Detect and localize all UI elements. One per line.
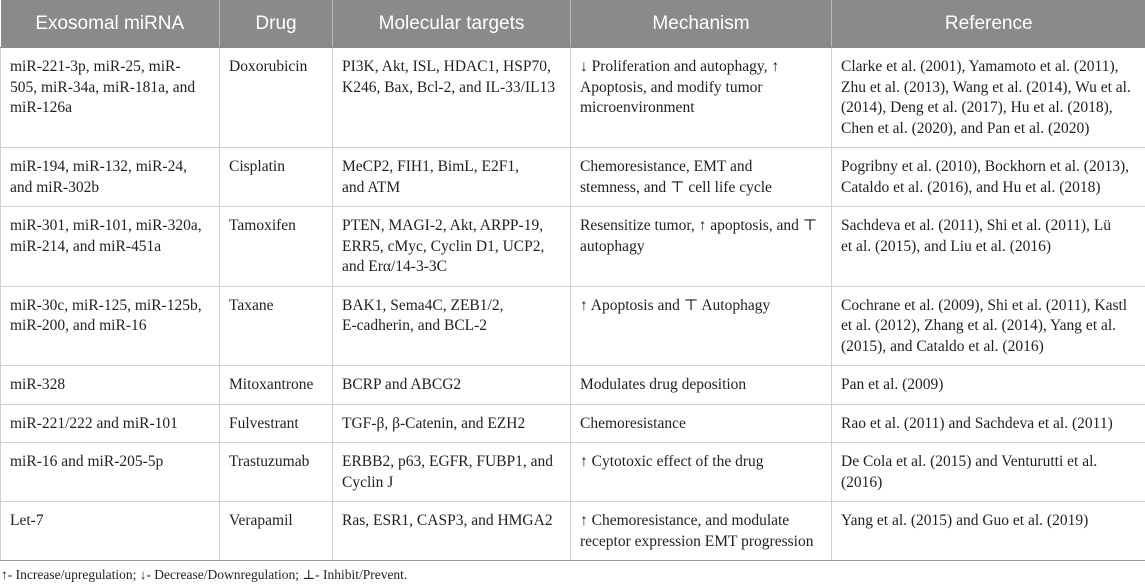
mirna-cell (1, 286, 220, 366)
targets-line: BCRP and ABCG2 (342, 376, 462, 393)
mechanism-cell (571, 443, 832, 502)
header-drug: Drug (220, 0, 333, 48)
targets-line: ERR5, cMyc, Cyclin D1, UCP2, (342, 237, 545, 255)
mechanism-line: Apoptosis, and modify tumor (580, 78, 763, 96)
mechanism-cell (571, 148, 832, 207)
targets-line: ERBB2, p63, EGFR, FUBP1, and (342, 453, 554, 470)
reference-cell (832, 404, 1145, 443)
targets-line: PTEN, MAGI-2, Akt, ARPP-19, (342, 217, 544, 234)
mirna-line: Let-7 (10, 512, 44, 529)
mirna-line: miR-301, miR-101, miR-320a, (10, 217, 202, 234)
mechanism-line: Chemoresistance, EMT and (580, 158, 753, 175)
targets-line: E-cadherin, and BCL-2 (342, 317, 488, 334)
reference-line: Chen et al. (2020), and Pan et al. (2020) (841, 119, 1090, 137)
reference-line: et al. (2012), Zhang et al. (2014), Yang et al. (841, 317, 1117, 334)
mirna-line: miR-214, and miR-451a (10, 237, 162, 255)
reference-cell (832, 48, 1145, 148)
mirna-line: miR-200, and miR-16 (10, 317, 147, 334)
reference-line: et al. (2015), and Liu et al. (2016) (841, 237, 1052, 255)
reference-line: Sachdeva et al. (2011), Shi et al. (2011), Lü (841, 217, 1112, 234)
reference-line: Yang et al. (2015) and Guo et al. (2019) (841, 512, 1089, 529)
drug-line: Mitoxantrone (229, 376, 314, 393)
mirna-line: 505, miR-34a, miR-181a, and (10, 78, 196, 96)
mechanism-line: ↑ Cytotoxic effect of the drug (580, 453, 764, 470)
table-body (1, 48, 1145, 561)
targets-cell (333, 48, 571, 148)
drug-line: Fulvestrant (229, 414, 299, 432)
mechanism-line: stemness, and ⊤ cell life cycle (580, 178, 772, 196)
drug-cell (220, 148, 333, 207)
targets-line: Cyclin J (342, 473, 394, 491)
drug-cell (220, 207, 333, 287)
reference-line: Cochrane et al. (2009), Shi et al. (2011), Kastl (841, 296, 1128, 314)
mechanism-cell (571, 366, 832, 405)
mirna-line: miR-221/222 and miR-101 (10, 414, 178, 432)
mechanism-line: Chemoresistance (580, 414, 686, 432)
table-row (1, 502, 1145, 561)
reference-cell (832, 148, 1145, 207)
mechanism-line: ↑ Apoptosis and ⊤ Autophagy (580, 296, 771, 314)
targets-line: Ras, ESR1, CASP3, and HMGA2 (342, 512, 553, 529)
table-header (1, 0, 1145, 48)
reference-line: (2015), and Cataldo et al. (2016) (841, 337, 1044, 355)
mechanism-line: receptor expression EMT progression (580, 532, 814, 550)
table-row (1, 207, 1145, 287)
mechanism-cell (571, 404, 832, 443)
table-row (1, 366, 1145, 405)
mechanism-cell (571, 502, 832, 561)
mirna-cell (1, 502, 220, 561)
drug-cell (220, 404, 333, 443)
header-mechanism: Mechanism (571, 0, 832, 48)
mirna-line: miR-328 (10, 376, 66, 393)
mirna-line: miR-194, miR-132, miR-24, (10, 158, 187, 175)
drug-line: Trastuzumab (229, 453, 310, 470)
targets-line: and Erα/14-3-3C (342, 258, 447, 275)
targets-line: MeCP2, FIH1, BimL, E2F1, (342, 158, 519, 175)
table-row (1, 404, 1145, 443)
mechanism-cell (571, 286, 832, 366)
reference-line: Clarke et al. (2001), Yamamoto et al. (2011), (841, 58, 1119, 75)
drug-cell (220, 366, 333, 405)
reference-line: Cataldo et al. (2016), and Hu et al. (2018) (841, 178, 1101, 196)
mirna-cell (1, 148, 220, 207)
reference-line: Rao et al. (2011) and Sachdeva et al. (2011) (841, 414, 1113, 432)
targets-line: and ATM (342, 178, 401, 196)
targets-line: PI3K, Akt, ISL, HDAC1, HSP70, (342, 58, 551, 75)
drug-line: Taxane (229, 296, 274, 314)
mirna-line: miR-221-3p, miR-25, miR- (10, 58, 181, 75)
mirna-cell (1, 48, 220, 148)
reference-cell (832, 366, 1145, 405)
targets-cell (333, 148, 571, 207)
table-row (1, 48, 1145, 148)
reference-line: Pogribny et al. (2010), Bockhorn et al. (2013), (841, 158, 1129, 175)
drug-cell (220, 502, 333, 561)
reference-line: (2016) (841, 473, 883, 491)
header-reference: Reference (832, 0, 1145, 48)
targets-line: TGF-β, β-Catenin, and EZH2 (342, 414, 526, 432)
mirna-line: miR-30c, miR-125, miR-125b, (10, 296, 202, 314)
mirna-cell (1, 366, 220, 405)
reference-cell (832, 502, 1145, 561)
drug-line: Cisplatin (229, 158, 285, 175)
mechanism-line: Resensitize tumor, ↑ apoptosis, and ⊤ (580, 217, 818, 234)
drug-cell (220, 286, 333, 366)
reference-line: De Cola et al. (2015) and Venturutti et al. (841, 453, 1098, 470)
table-row (1, 286, 1145, 366)
reference-cell (832, 443, 1145, 502)
mechanism-line: ↑ Chemoresistance, and modulate (580, 512, 790, 529)
drug-cell (220, 443, 333, 502)
targets-cell (333, 502, 571, 561)
mechanism-cell (571, 207, 832, 287)
targets-cell (333, 404, 571, 443)
reference-line: (2014), Deng et al. (2017), Hu et al. (2018), (841, 99, 1113, 116)
mirna-cell (1, 443, 220, 502)
mechanism-cell (571, 48, 832, 148)
drug-line: Tamoxifen (229, 217, 296, 234)
table-row (1, 443, 1145, 502)
reference-line: Zhu et al. (2013), Wang et al. (2014), Wu et al. (841, 78, 1131, 96)
targets-cell (333, 443, 571, 502)
mirna-line: miR-126a (10, 99, 72, 116)
drug-line: Doxorubicin (229, 58, 308, 75)
reference-cell (832, 207, 1145, 287)
table-row (1, 148, 1145, 207)
targets-cell (333, 366, 571, 405)
mirna-line: and miR-302b (10, 178, 100, 196)
targets-line: K246, Bax, Bcl-2, and IL-33/IL13 (342, 78, 556, 96)
mirna-cell (1, 404, 220, 443)
header-row (1, 0, 1145, 48)
drug-cell (220, 48, 333, 148)
mechanism-line: autophagy (580, 237, 645, 255)
targets-cell (333, 286, 571, 366)
table-footnote: ↑- Increase/upregulation; ↓- Decrease/Downregulation; ⊥- Inhibit/Prevent. (1, 567, 408, 582)
targets-cell (333, 207, 571, 287)
mirna-line: miR-16 and miR-205-5p (10, 453, 164, 470)
reference-cell (832, 286, 1145, 366)
reference-line: Pan et al. (2009) (841, 376, 944, 393)
mechanism-line: microenvironment (580, 99, 695, 116)
mechanism-line: Modulates drug deposition (580, 376, 747, 393)
targets-line: BAK1, Sema4C, ZEB1/2, (342, 296, 504, 314)
mechanism-line: ↓ Proliferation and autophagy, ↑ (580, 58, 780, 75)
header-exosomal-mirna: Exosomal miRNA (1, 0, 220, 48)
drug-line: Verapamil (229, 512, 293, 529)
mirna-cell (1, 207, 220, 287)
header-molecular-targets: Molecular targets (333, 0, 571, 48)
